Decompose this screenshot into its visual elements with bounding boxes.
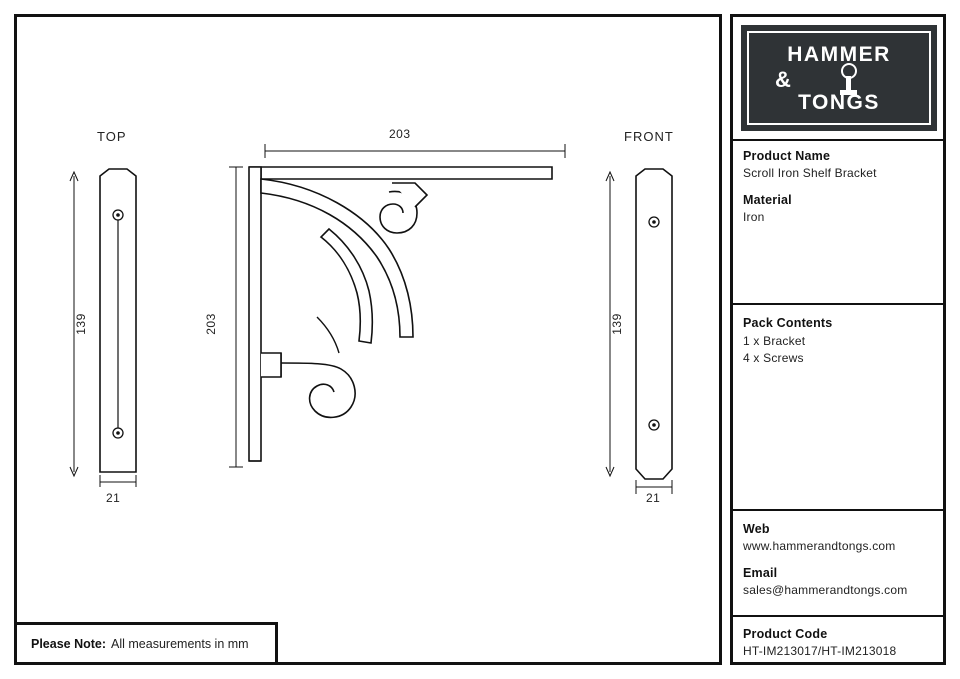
top-height-dimension — [70, 172, 78, 476]
logo-line-hammer: HAMMER — [787, 43, 891, 66]
divider-2 — [733, 303, 943, 305]
bracket-profile-shape — [249, 167, 552, 461]
product-name-label: Product Name — [743, 149, 831, 163]
info-panel — [730, 14, 946, 665]
product-name-value: Scroll Iron Shelf Bracket — [743, 166, 877, 180]
front-height-dimension — [606, 172, 614, 476]
material-value: Iron — [743, 210, 765, 224]
note-label: Please Note: — [31, 636, 107, 651]
measurement-note — [14, 622, 278, 665]
top-width-dimension — [100, 475, 136, 487]
product-code-label: Product Code — [743, 627, 828, 641]
email-value[interactable]: sales@hammerandtongs.com — [743, 583, 908, 597]
product-code-value: HT-IM213017/HT-IM213018 — [743, 644, 897, 658]
side-height-dim: 203 — [204, 309, 218, 339]
top-view-shape — [100, 169, 136, 472]
divider-3 — [733, 509, 943, 511]
top-view-label: TOP — [97, 129, 127, 144]
contact-section — [743, 522, 933, 597]
logo-line-tongs: TONGS — [798, 91, 880, 114]
web-label: Web — [743, 522, 770, 536]
logo-border — [747, 31, 931, 125]
side-width-dimension — [265, 144, 565, 158]
web-value[interactable]: www.hammerandtongs.com — [743, 539, 896, 553]
front-width-dim: 21 — [642, 491, 664, 505]
product-details-section — [743, 149, 933, 224]
side-width-dim: 203 — [385, 127, 415, 141]
front-width-dimension — [636, 480, 672, 494]
side-height-dimension — [229, 167, 243, 467]
product-code-section — [743, 627, 933, 658]
pack-contents-item: 4 x Screws — [743, 351, 804, 365]
front-view-shape — [636, 169, 672, 479]
front-height-dim: 139 — [610, 309, 624, 339]
brand-logo — [741, 25, 937, 131]
logo-ampersand: & — [775, 67, 791, 92]
top-height-dim: 139 — [74, 309, 88, 339]
pack-contents-section — [743, 316, 933, 367]
pack-contents-item: 1 x Bracket — [743, 334, 806, 348]
divider-1 — [733, 139, 943, 141]
pack-contents-label: Pack Contents — [743, 316, 833, 330]
divider-4 — [733, 615, 943, 617]
material-label: Material — [743, 193, 792, 207]
front-view-label: FRONT — [624, 129, 674, 144]
top-width-dim: 21 — [102, 491, 124, 505]
technical-drawing — [17, 17, 719, 662]
note-text: All measurements in mm — [111, 636, 249, 651]
drawing-area — [14, 14, 722, 665]
email-label: Email — [743, 566, 778, 580]
